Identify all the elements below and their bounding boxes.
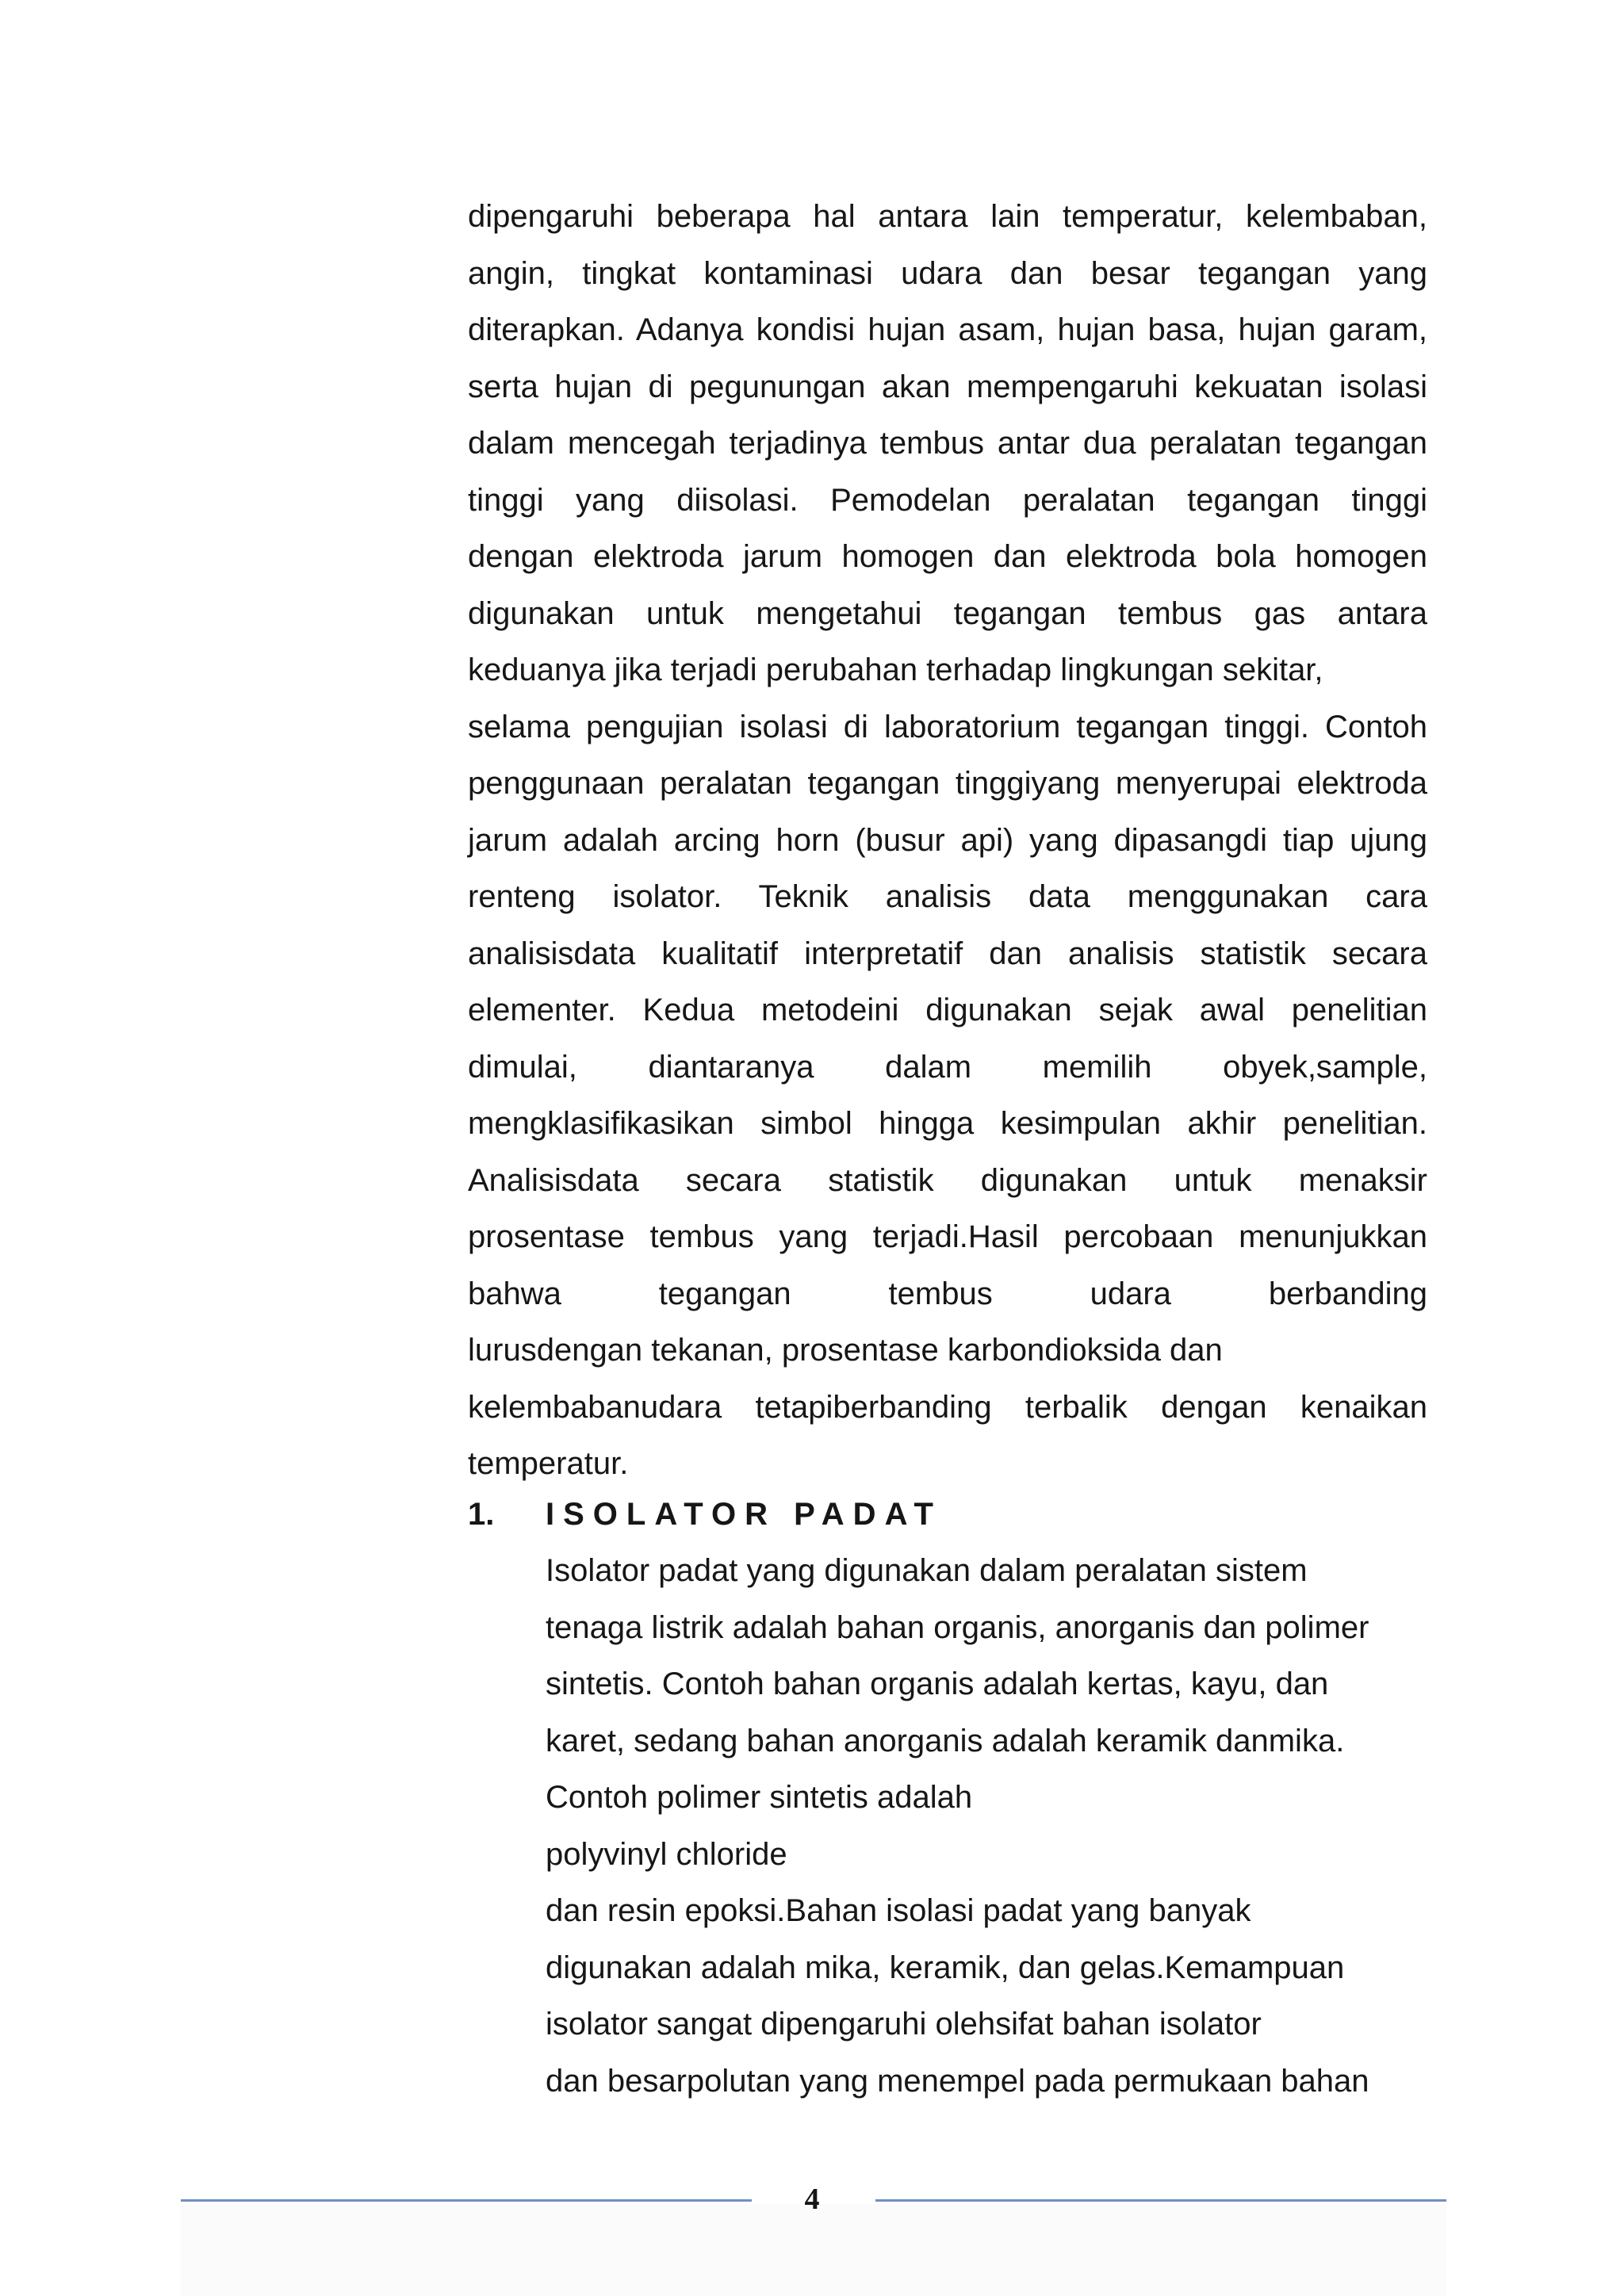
section-line: digunakan adalah mika, keramik, dan gelas.Kemampuan <box>546 1950 1345 1985</box>
paragraph-line: diterapkan. Adanya kondisi hujan asam, hujan basa, hujan garam, <box>468 312 1427 347</box>
section-line: Contoh polimer sintetis adalah <box>546 1780 973 1815</box>
paragraph-line: elementer. Kedua metodeini digunakan sejak awal penelitian <box>468 993 1427 1027</box>
section-line: sintetis. Contoh bahan organis adalah kertas, kayu, dan <box>546 1667 1329 1701</box>
page-number: 4 <box>804 2183 820 2216</box>
section-line: isolator sangat dipengaruhi olehsifat bahan isolator <box>546 2007 1262 2042</box>
footer-rule-left <box>181 2199 752 2202</box>
paragraph-line: prosentase tembus yang terjadi.Hasil percobaan menunjukkan <box>468 1219 1427 1254</box>
paragraph-line: temperatur. <box>468 1446 629 1481</box>
paragraph-line: Analisisdata secara statistik digunakan untuk menaksir <box>468 1162 1427 1198</box>
paragraph-line: mengklasifikasikan simbol hingga kesimpulan akhir penelitian. <box>468 1106 1427 1141</box>
paragraph-line: dipengaruhi beberapa hal antara lain temperatur, kelembaban, <box>468 199 1427 234</box>
paragraph-line: selama pengujian isolasi di laboratorium tegangan tinggi. Contoh <box>468 709 1427 744</box>
paragraph-line: dalam mencegah terjadinya tembus antar dua peralatan tegangan <box>468 426 1427 461</box>
footer-band <box>181 2204 1446 2296</box>
section-line: karet, sedang bahan anorganis adalah keramik danmika. <box>546 1723 1345 1758</box>
body-paragraph <box>468 189 1427 1493</box>
paragraph-line: jarum adalah arcing horn (busur api) yang dipasangdi tiap ujung <box>468 822 1427 858</box>
section-line: Isolator padat yang digunakan dalam peralatan sistem <box>546 1553 1308 1588</box>
section-line: dan resin epoksi.Bahan isolasi padat yang banyak <box>546 1893 1251 1928</box>
section-body <box>546 1543 1427 2110</box>
footer-rule-right <box>875 2199 1446 2202</box>
section-number: 1. <box>468 1497 495 1532</box>
section-title: ISOLATOR PADAT <box>546 1497 942 1532</box>
paragraph-line: angin, tingkat kontaminasi udara dan besar tegangan yang <box>468 255 1427 291</box>
paragraph-line: keduanya jika terjadi perubahan terhadap lingkungan sekitar, <box>468 652 1323 687</box>
paragraph-line: penggunaan peralatan tegangan tinggiyang menyerupai elektroda <box>468 766 1427 801</box>
paragraph-line: kelembabanudara tetapiberbanding terbalik dengan kenaikan <box>468 1389 1427 1425</box>
section-line: tenaga listrik adalah bahan organis, anorganis dan polimer <box>546 1609 1369 1645</box>
paragraph-line: bahwa tegangan tembus udara berbanding <box>468 1276 1427 1311</box>
paragraph-line: renteng isolator. Teknik analisis data menggunakan cara <box>468 879 1427 914</box>
section-line: dan besarpolutan yang menempel pada permukaan bahan <box>546 2063 1369 2099</box>
paragraph-line: dimulai, diantaranya dalam memilih obyek,sample, <box>468 1049 1427 1085</box>
section-line: polyvinyl chloride <box>546 1836 787 1872</box>
paragraph-line: dengan elektroda jarum homogen dan elektroda bola homogen <box>468 539 1427 574</box>
section-heading <box>468 1486 942 1543</box>
paragraph-line: analisisdata kualitatif interpretatif dan analisis statistik secara <box>468 936 1427 971</box>
paragraph-line: digunakan untuk mengetahui tegangan tembus gas antara <box>468 595 1427 631</box>
paragraph-line: serta hujan di pegunungan akan mempengaruhi kekuatan isolasi <box>468 369 1427 404</box>
paragraph-line: tinggi yang diisolasi. Pemodelan peralatan tegangan tinggi <box>468 482 1427 518</box>
paragraph-line: lurusdengan tekanan, prosentase karbondioksida dan <box>468 1333 1223 1368</box>
